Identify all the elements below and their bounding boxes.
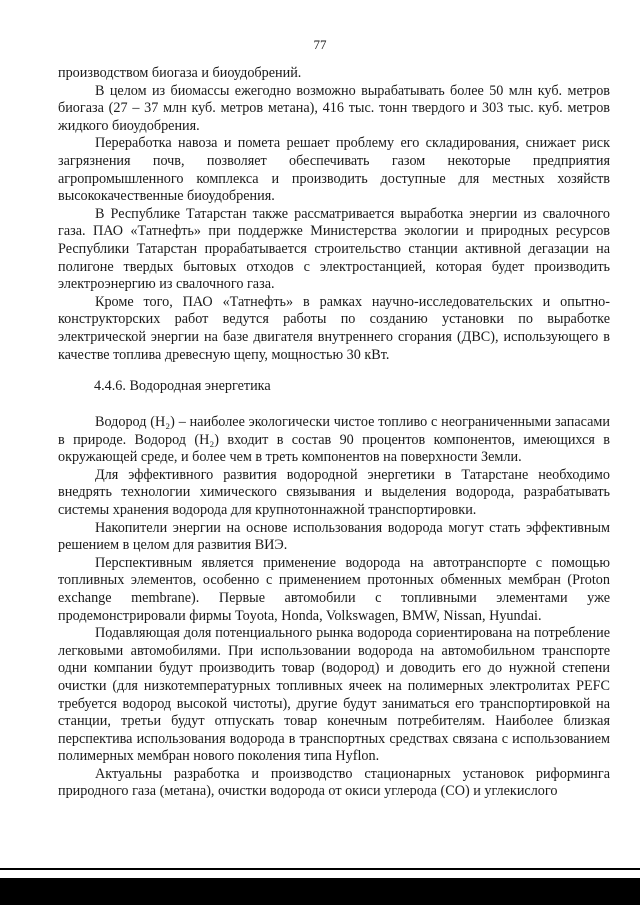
paragraph-manure: Переработка навоза и помета решает проблему его складирования, снижает риск загрязнения почв, позволяет обеспечивать газом некоторые предприятия агропромышленного комплекса и производить доступные для местных хозяйств высококачественные биоудобрения. (58, 135, 610, 205)
paragraph-continuation: производством биогаза и биоудобрений. (58, 65, 302, 81)
scan-edge-line (0, 868, 640, 870)
paragraph-storage: Накопители энергии на основе использования водорода могут стать эффективным решением в целом для развития ВИЭ. (58, 519, 610, 554)
paragraph-tatneft-ice: Кроме того, ПАО «Татнефть» в рамках научно-исследовательских и опытно-конструкторских работ ведутся работы по созданию установки по выработке электрической энергии на базе двигателя внутреннего сгорания (ДВС), использующего в качестве топлива древесную щепу, мощностью 30 кВт. (58, 293, 610, 363)
page-number: 77 (313, 37, 327, 52)
body-text-top (58, 65, 610, 364)
scan-edge-bar (0, 878, 640, 905)
paragraph-hydrogen-intro: Водород (H₂) – наиболее экологически чистое топливо с неограниченными запасами в природе. Водород (H₂) входит в состав 90 процентов компонентов, имеющихся в окружающей среде, и более чем в треть компонентов на поверхности Земли. (58, 414, 610, 466)
paragraph-reforming: Актуальны разработка и производство стационарных установок риформинга природного газа (метана), очистки водорода от окиси углерода (CO) и углекислого (58, 765, 610, 800)
paragraph-hydrogen-tech: Для эффективного развития водородной энергетики в Татарстане необходимо внедрять технологии химического связывания и выделения водорода, разрабатывать системы хранения водорода для крупнотоннажной транспортировки. (58, 466, 610, 518)
paragraph-biomass: В целом из биомассы ежегодно возможно вырабатывать более 50 млн куб. метров биогаза (27 – 37 млн куб. метров метана), 416 тыс. тонн твердого и 303 тыс. куб. метров жидкого биоудобрения. (58, 82, 610, 134)
paragraph-landfill-gas: В Республике Татарстан также рассматривается выработка энергии из свалочного газа. ПАО «Татнефть» при поддержке Министерства экологии и природных ресурсов Республики Татарстан прорабатывается строительство станции активной дегазации на полигоне твердых бытовых отходов с электростанцией, которая будет производить электроэнергию из свалочного газа. (58, 205, 610, 293)
paragraph-fuel-cells: Перспективным является применение водорода на автотранспорте с помощью топливных элементов, особенно с применением протонных обменных мембран (Proton exchange membrane). Первые автомобили с топливными элементами уже продемонстрировали фирмы Toyota, Honda, Volkswagen, BMW, Nissan, Hyundai. (58, 554, 610, 624)
body-text-hydrogen (58, 414, 610, 801)
section-heading: 4.4.6. Водородная энергетика (94, 378, 271, 394)
paragraph-market: Подавляющая доля потенциального рынка водорода сориентирована на потребление легковыми автомобилями. При использовании водорода на автомобильном транспорте одни компании будут производить товар (водород) и доводить его до нужной степени очистки (для низкотемпературных топливных ячеек на полимерных электролитах PEFC требуется водород высокой чистоты), другие будут заниматься его транспортировкой на станции, третьи будут отпускать товар конечным потребителям. Наиболее близкая перспектива использования водорода в транспортных средствах связана с использованием полимерных мембран нового поколения типа Hyflon. (58, 625, 610, 765)
